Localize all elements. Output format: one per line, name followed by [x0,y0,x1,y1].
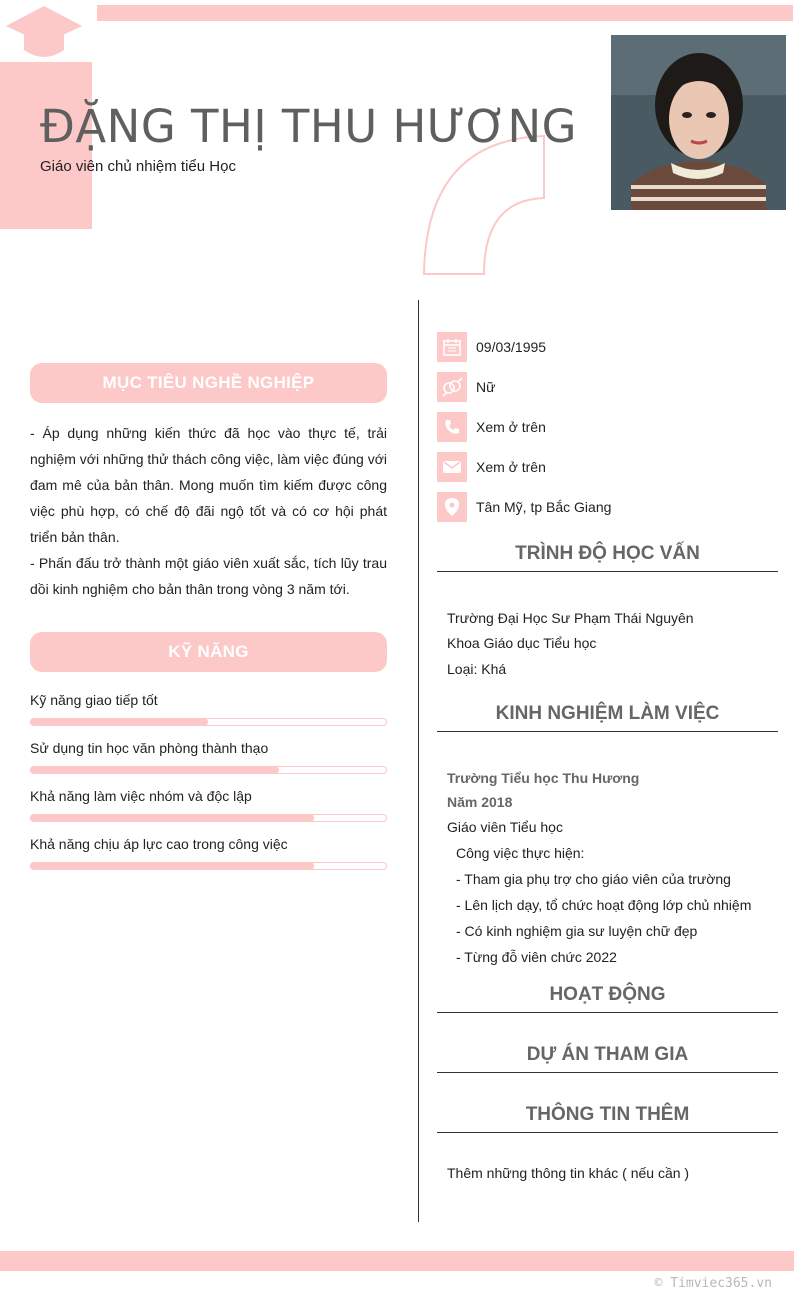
skill-label: Sử dụng tin học văn phòng thành thạo [30,740,269,756]
phone-icon [437,412,467,442]
skill-label: Khả năng chịu áp lực cao trong công việc [30,836,288,852]
contact-phone [437,412,546,442]
education-line: Trường Đại Học Sư Phạm Thái Nguyên [447,610,694,626]
education-line: Khoa Giáo dục Tiểu học [447,635,597,651]
projects-heading: DỰ ÁN THAM GIA [437,1044,778,1073]
experience-task: - Từng đỗ viên chức 2022 [456,949,617,965]
contact-address [437,492,611,522]
column-divider [418,300,419,1222]
contact-text: Xem ở trên [476,419,546,435]
skill-progress-fill [30,814,314,822]
skill-progress-bar [30,862,387,870]
top-accent-bar [97,5,793,21]
bottom-accent-bar [0,1251,794,1271]
watermark: © Timviec365.vn [654,1276,772,1291]
contact-gender [437,372,495,402]
education-heading: TRÌNH ĐỘ HỌC VẤN [437,543,778,572]
contact-text: Nữ [476,379,496,395]
experience-year: Năm 2018 [447,794,513,810]
experience-company: Trường Tiểu học Thu Hương [447,770,640,786]
skills-heading: KỸ NĂNG [30,632,387,672]
contact-birthdate [437,332,546,362]
skill-label: Khả năng làm việc nhóm và độc lập [30,788,252,804]
skill-item [30,786,387,822]
experience-position: Giáo viên Tiểu học [447,819,563,835]
profile-photo [611,35,786,210]
skill-progress-fill [30,862,314,870]
contact-text: Tân Mỹ, tp Bắc Giang [476,499,612,515]
contact-email [437,452,546,482]
contact-text: Xem ở trên [476,459,546,475]
objective-paragraph: - Áp dụng những kiến thức đã học vào thực tế, trải nghiệm với những thử thách công việc, làm việc đúng với đam mê của bản thân. Mong muốn tìm kiếm được công việc phù hợp, có chế độ đãi ngộ tốt và có cơ hội phát triển bản thân. [30,425,387,545]
objective-heading: MỤC TIÊU NGHỀ NGHIỆP [30,363,387,403]
skill-item [30,834,387,870]
objective-paragraph: - Phấn đấu trở thành một giáo viên xuất sắc, tích lũy trau dồi kinh nghiệm cho bản thân trong vòng 3 năm tới. [30,555,387,597]
extra-info-text: Thêm những thông tin khác ( nếu cần ) [447,1165,690,1181]
experience-task: - Có kinh nghiệm gia sư luyện chữ đẹp [456,923,698,939]
calendar-icon [437,332,467,362]
skill-progress-bar [30,718,387,726]
skill-label: Kỹ năng giao tiếp tốt [30,692,158,708]
skill-item [30,690,387,726]
skill-progress-bar [30,814,387,822]
extra-info-heading: THÔNG TIN THÊM [437,1104,778,1133]
skill-progress-bar [30,766,387,774]
experience-task: - Lên lịch dạy, tổ chức hoạt động lớp chủ nhiệm [456,897,752,913]
skill-progress-fill [30,766,279,774]
candidate-name: ĐẶNG THỊ THU HƯƠNG [40,100,578,153]
location-icon [437,492,467,522]
job-title: Giáo viên chủ nhiệm tiểu Học [40,158,236,175]
contact-text: 09/03/1995 [476,339,547,355]
arc-decoration [420,134,548,278]
email-icon [437,452,467,482]
experience-heading: KINH NGHIỆM LÀM VIỆC [437,703,778,732]
objective-text [30,420,387,602]
activities-heading: HOẠT ĐỘNG [437,984,778,1013]
graduation-cap-icon [4,4,84,64]
experience-tasks-label: Công việc thực hiện: [456,845,585,861]
skill-item [30,738,387,774]
experience-task: - Tham gia phụ trợ cho giáo viên của trường [456,871,731,887]
gender-icon [437,372,467,402]
skill-progress-fill [30,718,208,726]
education-line: Loại: Khá [447,661,507,677]
